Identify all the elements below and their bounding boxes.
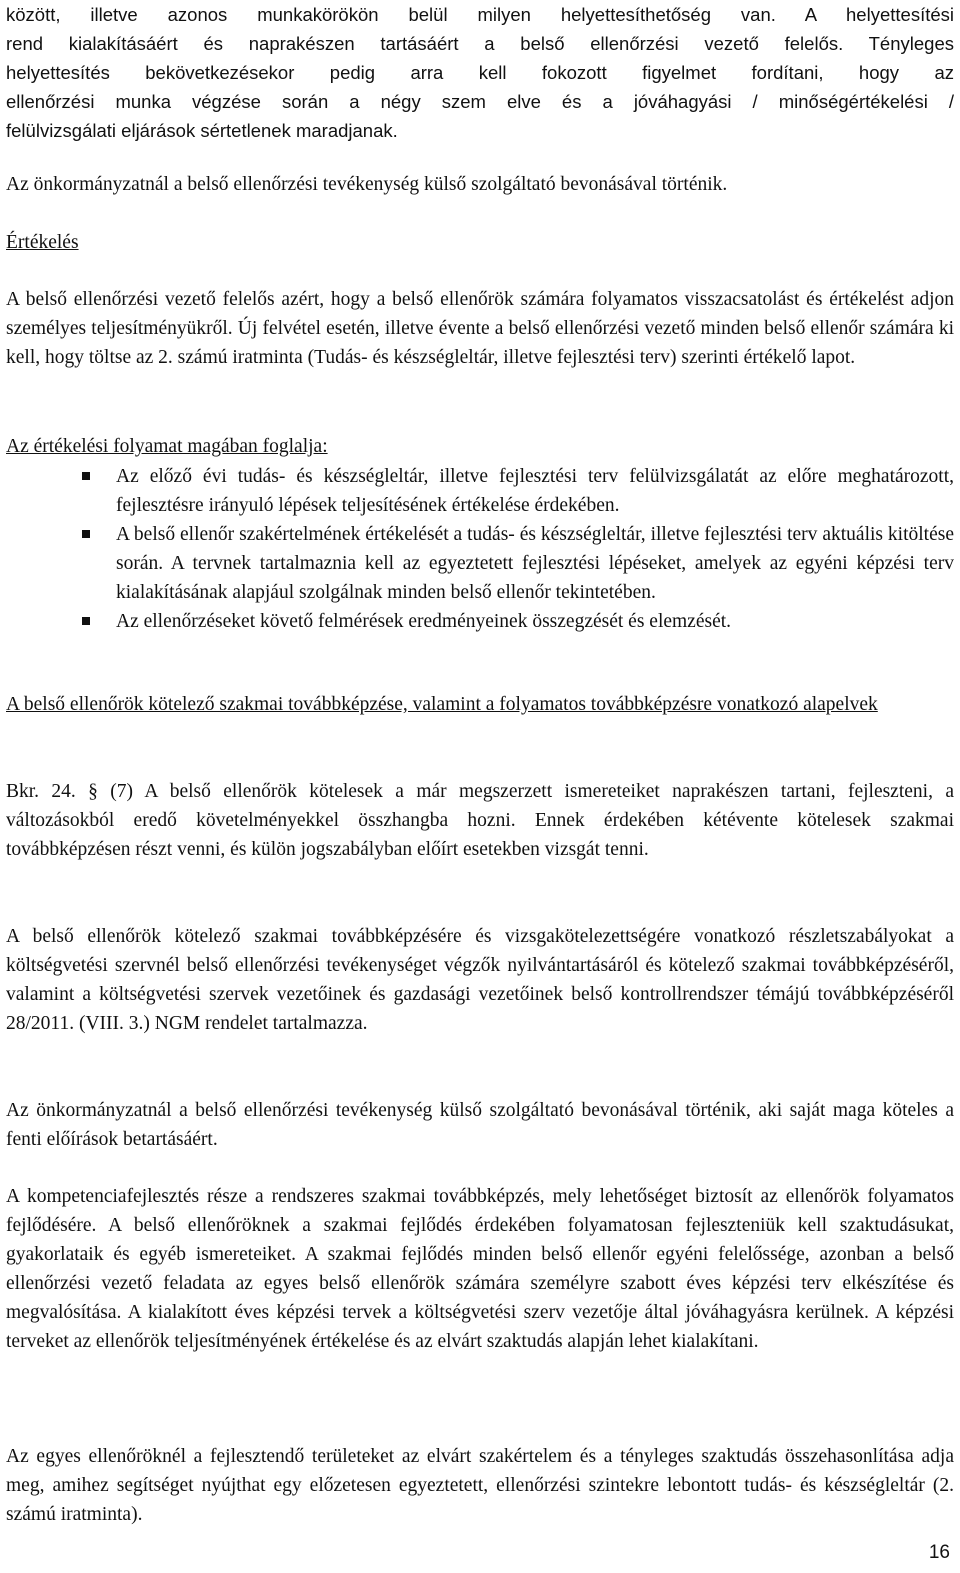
heading-training-principles: A belső ellenőrök kötelező szakmai továbbképzése, valamint a folyamatos továbbképzésre vonatkozó alapelvek	[6, 694, 878, 715]
paragraph-detailed-rules: A belső ellenőrök kötelező szakmai továbbképzésére és vizsgakötelezettségére vonatkozó részletszabályokat a költségvetési szervnél belső ellenőrzési tevékenységet végzők nyilvántartásáról és kötelező szakmai továbbképzéséről, valamint a költségvetési szervek vezetőinek és gazdasági vezetőinek belső kontrollrendszer témájú továbbképzéséről 28/2011. (VIII. 3.) NGM rendelet tartalmazza.	[6, 926, 954, 1034]
bullet-text: A belső ellenőr szakértelmének értékelését a tudás- és készségleltár, illetve fejlesztési terv aktuális kitöltése során. A tervnek tartalmaznia kell az egyeztetett fejlesztési lépéseket, amelyek az egyéni képzési terv kialakításának alapjául szolgálnak minden belső ellenőr tekintetében.	[116, 524, 954, 603]
square-bullet-icon	[82, 472, 90, 480]
text-line: között, illetve azonos munkakörökön belül milyen helyettesíthetőség van. A helyettesítési	[6, 4, 954, 25]
bullet-text: Az ellenőrzéseket követő felmérések eredményeinek összegzését és elemzését.	[116, 611, 732, 632]
paragraph-substitution	[6, 0, 954, 145]
text-line: felülvizsgálati eljárások sértetlenek maradjanak.	[6, 120, 398, 141]
paragraph-evaluation: A belső ellenőrzési vezető felelős azért, hogy a belső ellenőrök számára folyamatos visszacsatolást és értékelést adjon személyes teljesítményükről. Új felvétel esetén, illetve évente a belső ellenőrzési vezető minden belső ellenőr számára ki kell, hogy töltse az 2. számú iratminta (Tudás- és készségleltár, illetve fejlesztési terv) szerinti értékelő lapot.	[6, 289, 954, 368]
text-line: helyettesítés bekövetkezésekor pedig arra kell fokozott figyelmet fordítani, hogy az	[6, 62, 954, 83]
paragraph-development-areas: Az egyes ellenőröknél a fejlesztendő területeket az elvárt szakértelem és a tényleges szaktudás összehasonlítása adja meg, amihez segítséget nyújthat egy előzetesen egyeztetett, ellenőrzési szintekre lebontott tudás- és készségleltár (2. számú iratminta).	[6, 1446, 954, 1525]
heading-evaluation: Értékelés	[6, 232, 79, 253]
bullet-item	[116, 462, 954, 520]
bullet-text: Az előző évi tudás- és készségleltár, illetve fejlesztési terv felülvizsgálatát az előre meghatározott, fejlesztésre irányuló lépések teljesítésének értékelése érdekében.	[116, 466, 954, 516]
paragraph-external-provider-responsibility: Az önkormányzatnál a belső ellenőrzési tevékenység külső szolgáltató bevonásával történik, aki saját maga köteles a fenti előírások betartásáért.	[6, 1100, 954, 1150]
square-bullet-icon	[82, 617, 90, 625]
page-number: 16	[928, 1542, 950, 1563]
evaluation-bullet-list	[6, 462, 954, 636]
square-bullet-icon	[82, 530, 90, 538]
bullet-item	[116, 520, 954, 607]
paragraph-competence-development: A kompetenciafejlesztés része a rendszeres szakmai továbbképzés, mely lehetőséget biztosít az ellenőrök folyamatos fejlődésére. A belső ellenőröknek a szakmai fejlődés érdekében folyamatosan fejleszteniük kell szaktudásukat, gyakorlataik és egyéb ismereteiket. A szakmai fejlődés minden belső ellenőr egyéni felelőssége, azonban a belső ellenőrzési vezető feladata az egyes belső ellenőrök számára személyre szabott éves képzési terv elkészítése és megvalósítása. A kialakított éves képzési tervek a költségvetési szerv vezetője által jóváhagyásra kerülnek. A képzési terveket az ellenőrök teljesítményének értékelése és az elvárt szaktudás alapján lehet kialakítani.	[6, 1186, 954, 1352]
heading-evaluation-process: Az értékelési folyamat magában foglalja:	[6, 436, 328, 457]
bullet-item	[116, 607, 954, 636]
paragraph-bkr: Bkr. 24. § (7) A belső ellenőrök kötelesek a már megszerzett ismereteiket naprakészen tartani, fejleszteni, a változásokból eredő követelményekkel összhangba hozni. Ennek érdekében kétévente kötelesek szakmai továbbképzésen részt venni, és külön jogszabályban előírt esetekben vizsgát tenni.	[6, 781, 954, 860]
text-line: ellenőrzési munka végzése során a négy szem elve és a jóváhagyási / minőségértékelési /	[6, 91, 954, 112]
text-line: rend kialakításáért és naprakészen tartásáért a belső ellenőrzési vezető felelős. Tényleges	[6, 33, 954, 54]
paragraph-external-provider: Az önkormányzatnál a belső ellenőrzési tevékenység külső szolgáltató bevonásával történik.	[6, 174, 728, 195]
